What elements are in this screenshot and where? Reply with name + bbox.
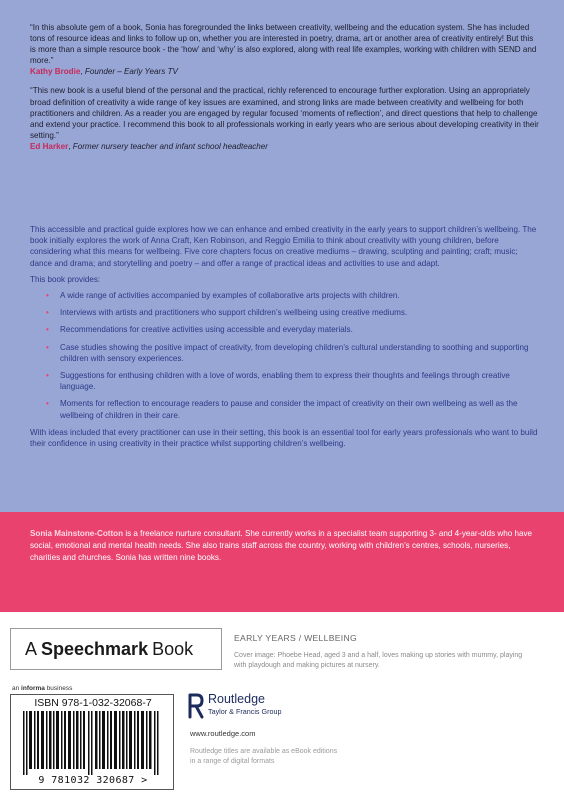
list-item (30, 307, 540, 318)
endorsement-attribution: Ed Harker, Former nursery teacher and infant school headteacher (30, 141, 269, 151)
routledge-logo-icon (188, 693, 204, 719)
list-item-text: Moments for reflection to encourage readers to pause and consider the impact of creativity on their own wellbeing as well as the wellbeing of children in their care. (60, 399, 518, 420)
imprint-prefix: A (25, 638, 38, 659)
closing-paragraph: With ideas included that every practitioner can use in their setting, this book is an essential tool for early years professionals who want to build their confidence in using creativity in their practice whilst supporting children’s wellbeing. (30, 427, 538, 449)
imprint-brand: Speechmark (41, 638, 149, 659)
isbn-label: ISBN 978-1-032-32068-7 (34, 697, 152, 709)
bullet-icon: • (46, 291, 49, 301)
endorser-name: Ed Harker (30, 141, 69, 151)
imprint-suffix: Book (152, 638, 194, 659)
routledge-name: Routledge (208, 692, 265, 706)
endorser-role: Former nursery teacher and infant school headteacher (72, 141, 269, 151)
bullet-icon: • (46, 371, 49, 381)
isbn-digits: 9 781032 320687 > (38, 775, 148, 786)
subject-categories: EARLY YEARS / WELLBEING (234, 633, 357, 643)
feature-list (30, 290, 540, 421)
bullet-icon: • (46, 342, 49, 352)
bullet-icon: • (46, 399, 49, 409)
list-item (30, 342, 540, 364)
list-item (30, 290, 540, 301)
barcode-icon (15, 711, 171, 775)
informa-suffix: business (44, 685, 73, 692)
isbn-barcode (10, 694, 174, 790)
list-item-text: Suggestions for enthusing children with a love of words, enabling them to express their thoughts and feelings through creative language. (60, 371, 510, 392)
provides-label: This book provides: (30, 274, 101, 284)
publisher-imprint (10, 628, 222, 670)
bullet-icon: • (46, 325, 49, 335)
list-item-text: A wide range of activities accompanied by examples of collaborative arts projects with children. (60, 291, 400, 301)
endorsement-quote: “This new book is a useful blend of the personal and the practical, richly referenced to encourage further exploration. Using an appropriately broad definition of creativity a wide range of key issues are examined, and strong links are made between creativity and wellbeing for both practitioners and children. As a reader you are engaged by regular focused ‘moments of reflection’, and direct questions that help to challenge and extend your practice. I recommend this book to all professionals working in early years who are serious about developing creativity in their setting.” (30, 86, 539, 140)
book-description (30, 224, 540, 454)
list-item (30, 370, 540, 392)
list-item-text: Interviews with artists and practitioners who support children’s wellbeing using creative mediums. (60, 308, 408, 318)
endorsements (30, 22, 540, 160)
endorsement-attribution: Kathy Brodie, Founder – Early Years TV (30, 67, 178, 77)
list-item (30, 324, 540, 335)
author-name: Sonia Mainstone-Cotton (30, 529, 124, 538)
informa-brand: informa (21, 685, 45, 692)
ebook-note: Routledge titles are available as eBook editions in a range of digital formats (190, 748, 338, 765)
bullet-icon: • (46, 308, 49, 318)
informa-line (12, 685, 72, 692)
endorsement-quote: “In this absolute gem of a book, Sonia has foregrounded the links between creativity, wellbeing and the education system. She has included tons of resource ideas and links to follow up on, whether you are interested in poetry, drama, art or another area of creativity entirely! But this is more than a simple resource book - the ‘how’ and ‘why’ is also explored, along with real life examples, working with children with SEND and more.” (30, 23, 537, 66)
list-item (30, 398, 540, 420)
endorser-role: Founder – Early Years TV (84, 67, 178, 77)
list-item-text: Recommendations for creative activities using accessible and everyday materials. (60, 325, 353, 335)
routledge-url[interactable]: www.routledge.com (190, 729, 256, 738)
informa-prefix: an (12, 685, 22, 692)
routledge-subtitle: Taylor & Francis Group (208, 707, 282, 716)
author-bio-text: is a freelance nurture consultant. She currently works in a specialist team supporting 3- and 4-year-olds who have social, emotional and mental health needs. She also trains staff across the country, working with children’s centres, schools, nurseries, charities and churches. Sonia has written nine books. (30, 529, 533, 563)
endorser-name: Kathy Brodie (30, 67, 81, 77)
description-paragraph: This accessible and practical guide explores how we can enhance and embed creativity in the early years to support children’s wellbeing. The book initially explores the work of Anna Craft, Ken Robinson, and Reggio Emilia to think about creativity with young children, before considering what this means for wellbeing. Five core chapters focus on creative mediums – drawing, sculpting and painting; craft; music; dance and drama; and storytelling and poetry – and offer a range of practical ideas and activities to use and adapt. (30, 225, 537, 268)
list-item-text: Case studies showing the positive impact of creativity, from developing children’s cultural understanding to soothing and supporting children with sensory experiences. (60, 342, 529, 363)
cover-image-credit: Cover image: Phoebe Head, aged 3 and a half, loves making up stories with mummy, playing with playdough and making pictures at nursery. (234, 652, 523, 669)
author-bio (30, 528, 540, 565)
